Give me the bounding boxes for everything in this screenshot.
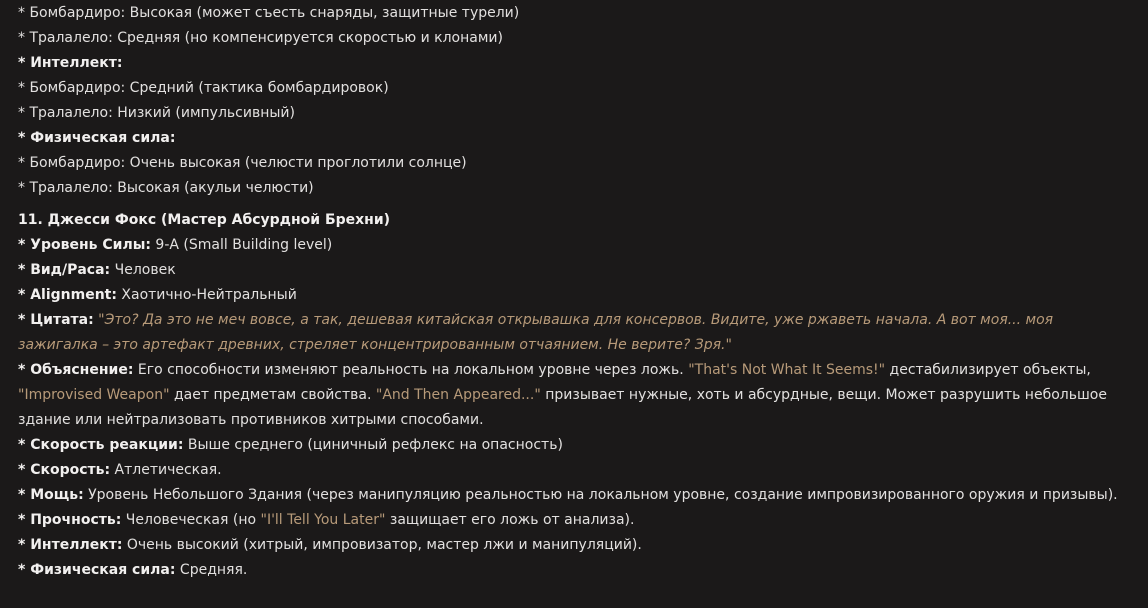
text-line: * Тралалело: Средняя (но компенсируется скоростью и клонами) [18, 30, 503, 46]
race-label: * Вид/Раса: [18, 262, 111, 278]
quote-line [18, 308, 1128, 358]
might-line [18, 483, 1128, 508]
alignment-line [18, 283, 1128, 308]
explanation-text: призывает нужные, хоть и абсурдные, вещи. Может разрушить небольшое здание или нейтрализовать противников хитрыми способами. [18, 387, 1107, 428]
race-line [18, 258, 1128, 283]
ability-name: "Improvised Weapon" [18, 387, 170, 403]
subheading-intellect: * Интеллект: [18, 55, 123, 71]
durability-line [18, 508, 1128, 533]
reaction-label: * Скорость реакции: [18, 437, 184, 453]
text-line: * Бомбардиро: Очень высокая (челюсти проглотили солнце) [18, 155, 467, 171]
subheading-strength: * Физическая сила: [18, 130, 176, 146]
text-line: * Тралалело: Высокая (акульи челюсти) [18, 180, 314, 196]
explanation-label: * Объяснение: [18, 362, 134, 378]
intellect-value: Очень высокий (хитрый, импровизатор, мастер лжи и манипуляций). [122, 537, 642, 553]
intellect-label: * Интеллект: [18, 537, 123, 553]
text-line: * Бомбардиро: Высокая (может съесть снаряды, защитные турели) [18, 5, 520, 21]
power-level-line [18, 233, 1128, 258]
durability-text: Человеческая (но [121, 512, 261, 528]
power-level-value: 9-A (Small Building level) [150, 237, 333, 253]
speed-value: Атлетическая. [110, 462, 222, 478]
alignment-label: * Alignment: [18, 287, 117, 303]
strength-line [18, 558, 1128, 583]
race-value: Человек [110, 262, 176, 278]
durability-text: защищает его ложь от анализа). [385, 512, 635, 528]
character-heading: 11. Джесси Фокс (Мастер Абсурдной Брехни) [18, 212, 391, 228]
explanation-line [18, 358, 1128, 433]
power-level-label: * Уровень Силы: [18, 237, 151, 253]
character-profile [18, 208, 1128, 583]
text-line: * Тралалело: Низкий (импульсивный) [18, 105, 295, 121]
might-label: * Мощь: [18, 487, 84, 503]
intellect-line [18, 533, 1128, 558]
explanation-text: Его способности изменяют реальность на локальном уровне через ложь. [133, 362, 689, 378]
durability-label: * Прочность: [18, 512, 122, 528]
speed-line [18, 458, 1128, 483]
ability-name: "I'll Tell You Later" [260, 512, 386, 528]
explanation-text: дестабилизирует объекты, [885, 362, 1091, 378]
speed-label: * Скорость: [18, 462, 111, 478]
reaction-line [18, 433, 1128, 458]
ability-name: "And Then Appeared..." [375, 387, 541, 403]
text-line: * Бомбардиро: Средний (тактика бомбардировок) [18, 80, 389, 96]
ability-name: "That's Not What It Seems!" [688, 362, 886, 378]
might-value: Уровень Небольшого Здания (через манипуляцию реальностью на локальном уровне, создание импровизированного оружия и призывы). [83, 487, 1118, 503]
explanation-text: дает предметам свойства. [169, 387, 376, 403]
strength-label: * Физическая сила: [18, 562, 176, 578]
comparison-list [18, 1, 1128, 201]
alignment-value: Хаотично-Нейтральный [116, 287, 297, 303]
quote-text: "Это? Да это не меч вовсе, а так, дешевая китайская открывашка для консервов. Видите, уже ржаветь начала. А вот моя... моя зажигалка – это артефакт древних, стреляет концентрированным отчаянием. Не верите? Зря." [18, 312, 1054, 353]
strength-value: Средняя. [175, 562, 248, 578]
reaction-value: Выше среднего (циничный рефлекс на опасность) [183, 437, 563, 453]
quote-label: * Цитата: [18, 312, 94, 328]
